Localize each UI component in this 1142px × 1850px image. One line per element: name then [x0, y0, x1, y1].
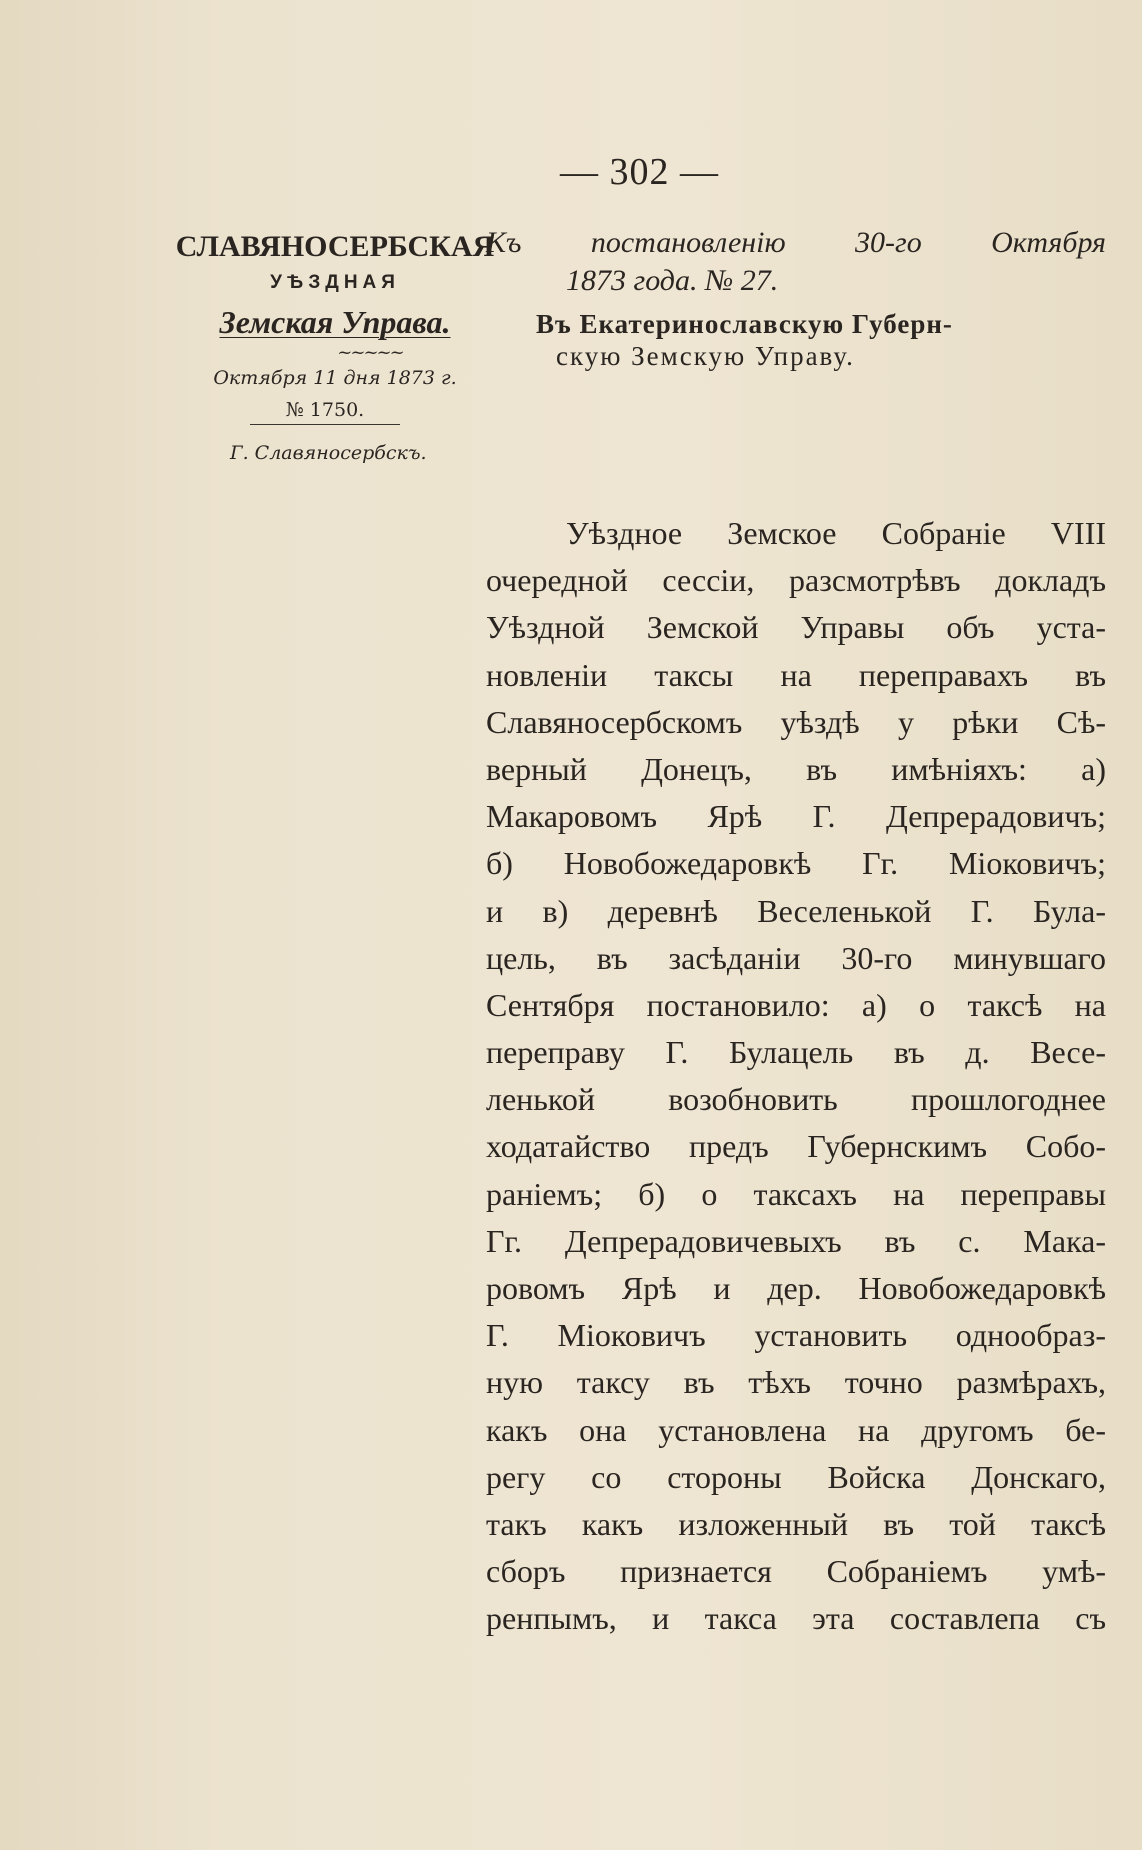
office-kind: Земская Управа. [219, 304, 451, 340]
body-line: новленіи таксы на переправахъ въ [486, 656, 1106, 693]
body-line: Г. Міоковичъ установить однообраз- [486, 1317, 1106, 1354]
office-name: СЛАВЯНОСЕРБСКАЯ [175, 230, 495, 263]
reference-line-2: 1873 года. № 27. [566, 264, 779, 297]
body-line: ренпымъ, и такса эта составлепа съ [486, 1600, 1106, 1637]
body-line: ленькой возобновить прошлогоднее [486, 1081, 1106, 1118]
body-line: Гг. Депрерадовичевыхъ въ с. Мака- [486, 1222, 1106, 1259]
body-line: цель, въ засѣданіи 30-го минувшаго [486, 939, 1106, 976]
page-number: — 302 — [560, 151, 719, 193]
body-line: Уѣздное Земское Собраніе VIII [566, 515, 1106, 551]
body-line: очередной сессіи, разсмотрѣвъ докладъ [486, 562, 1106, 599]
body-line: Славяносербскомъ уѣздѣ у рѣки Сѣ- [486, 703, 1106, 740]
body-line: такъ какъ изложенный въ той таксѣ [486, 1505, 1106, 1542]
body-line: ходатайство предъ Губернскимъ Собо- [486, 1128, 1106, 1165]
letter-number: № 1750. [250, 398, 400, 425]
office-type: УѢЗДНАЯ [270, 272, 400, 293]
addressee-line-1: Въ Екатеринославскую Губерн- [536, 309, 953, 339]
body-line: б) Новобожедаровкѣ Гг. Міоковичъ; [486, 845, 1106, 882]
body-line: переправу Г. Булацель въ д. Весе- [486, 1034, 1106, 1071]
body-line: раніемъ; б) о таксахъ на переправы [486, 1175, 1106, 1212]
body-line: Уѣздной Земской Управы объ уста- [486, 609, 1106, 646]
body-line: сборъ признается Собраніемъ умѣ- [486, 1553, 1106, 1590]
body-line: верный Донецъ, въ имѣніяхъ: а) [486, 750, 1106, 787]
letter-place: Г. Славяносербскъ. [230, 442, 427, 464]
reference-line-1: Къ постановленію 30-го Октября [486, 226, 1106, 259]
sender-block [170, 230, 500, 465]
addressee-line-2: скую Земскую Управу. [556, 341, 855, 371]
body-line: ную таксу въ тѣхъ точно размѣрахъ, [486, 1364, 1106, 1401]
body-line: Макаровомъ Ярѣ Г. Депрерадовичъ; [486, 798, 1106, 835]
body-text [486, 510, 1106, 1643]
addressee [486, 308, 1106, 372]
body-line: какъ она установлена на другомъ бе- [486, 1411, 1106, 1448]
body-line: ровомъ Ярѣ и дер. Новобожедаровкѣ [486, 1270, 1106, 1306]
body-line: регу со стороны Войска Донскаго, [486, 1458, 1106, 1495]
body-line: и в) деревнѣ Веселенькой Г. Була- [486, 892, 1106, 929]
body-line: Сентября постановило: а) о таксѣ на [486, 986, 1106, 1023]
letter-header [486, 224, 1106, 372]
letter-date: Октября 11 дня 1873 г. [213, 367, 457, 389]
ornament-divider: ~~~~~ [337, 342, 403, 363]
